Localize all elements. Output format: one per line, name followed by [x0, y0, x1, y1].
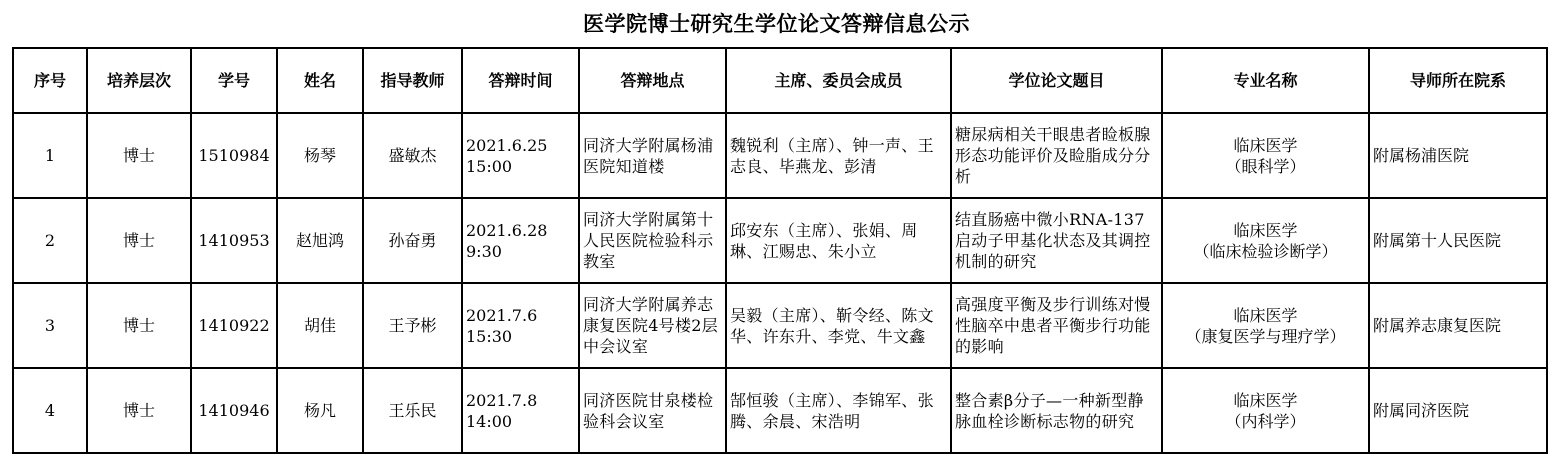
major-sub: （内科学） [1225, 411, 1306, 431]
time-clock: 14:00 [466, 411, 513, 431]
cell-department: 附属杨浦医院 [1369, 113, 1547, 198]
cell-student-id: 1410953 [191, 198, 277, 283]
cell-advisor: 盛敏杰 [363, 113, 462, 198]
header-advisor: 指导教师 [363, 48, 462, 113]
cell-no: 4 [13, 368, 87, 453]
cell-major [1162, 283, 1369, 368]
time-date: 2021.7.6 [466, 305, 538, 325]
cell-department: 附属同济医院 [1369, 368, 1547, 453]
cell-no: 3 [13, 283, 87, 368]
major-main: 临床医学 [1233, 135, 1298, 155]
cell-level: 博士 [87, 283, 191, 368]
cell-name: 赵旭鸿 [277, 198, 363, 283]
table-row [13, 113, 1547, 198]
header-thesis: 学位论文题目 [951, 48, 1162, 113]
cell-location: 同济大学附属杨浦医院知道楼 [579, 113, 726, 198]
cell-level: 博士 [87, 368, 191, 453]
header-name: 姓名 [277, 48, 363, 113]
cell-no: 1 [13, 113, 87, 198]
table-row [13, 198, 1547, 283]
header-location: 答辩地点 [579, 48, 726, 113]
cell-advisor: 孙奋勇 [363, 198, 462, 283]
cell-committee: 吴毅（主席）、靳令经、陈文华、许东升、李党、牛文鑫 [726, 283, 951, 368]
header-no: 序号 [13, 48, 87, 113]
cell-student-id: 1410946 [191, 368, 277, 453]
cell-location: 同济大学附属第十人民医院检验科示教室 [579, 198, 726, 283]
cell-major [1162, 368, 1369, 453]
header-major: 专业名称 [1162, 48, 1369, 113]
table-row [13, 368, 1547, 453]
time-date: 2021.7.8 [466, 390, 538, 410]
cell-advisor: 王予彬 [363, 283, 462, 368]
major-main: 临床医学 [1233, 390, 1298, 410]
cell-advisor: 王乐民 [363, 368, 462, 453]
cell-committee: 邱安东（主席）、张娟、周琳、江赐忠、朱小立 [726, 198, 951, 283]
cell-location: 同济医院甘泉楼检验科会议室 [579, 368, 726, 453]
cell-name: 杨凡 [277, 368, 363, 453]
header-department: 导师所在院系 [1369, 48, 1547, 113]
cell-department: 附属养志康复医院 [1369, 283, 1547, 368]
cell-level: 博士 [87, 198, 191, 283]
cell-thesis: 高强度平衡及步行训练对慢性脑卒中患者平衡步行功能的影响 [951, 283, 1162, 368]
cell-time [462, 283, 579, 368]
time-date: 2021.6.28 [466, 220, 548, 240]
cell-level: 博士 [87, 113, 191, 198]
cell-time [462, 113, 579, 198]
cell-time [462, 368, 579, 453]
cell-thesis: 整合素β分子—一种新型静脉血栓诊断标志物的研究 [951, 368, 1162, 453]
table-header-row [13, 48, 1547, 113]
cell-thesis: 糖尿病相关干眼患者睑板腺形态功能评价及睑脂成分分析 [951, 113, 1162, 198]
major-sub: （临床检验诊断学） [1193, 241, 1338, 261]
time-clock: 9:30 [466, 241, 502, 261]
header-committee: 主席、委员会成员 [726, 48, 951, 113]
header-level: 培养层次 [87, 48, 191, 113]
time-clock: 15:30 [466, 326, 513, 346]
major-sub: （眼科学） [1225, 156, 1306, 176]
header-student-id: 学号 [191, 48, 277, 113]
major-sub: （康复医学与理疗学） [1185, 326, 1346, 346]
time-clock: 15:00 [466, 156, 513, 176]
page-title: 医学院博士研究生学位论文答辩信息公示 [583, 11, 970, 36]
time-date: 2021.6.25 [466, 135, 548, 155]
cell-committee: 魏锐利（主席）、钟一声、王志良、毕燕龙、彭清 [726, 113, 951, 198]
cell-student-id: 1410922 [191, 283, 277, 368]
major-main: 临床医学 [1233, 220, 1298, 240]
major-main: 临床医学 [1233, 305, 1298, 325]
cell-student-id: 1510984 [191, 113, 277, 198]
defense-info-table [12, 47, 1548, 454]
cell-major [1162, 198, 1369, 283]
cell-name: 杨琴 [277, 113, 363, 198]
cell-thesis: 结直肠癌中微小RNA-137启动子甲基化状态及其调控机制的研究 [951, 198, 1162, 283]
cell-name: 胡佳 [277, 283, 363, 368]
header-time: 答辩时间 [462, 48, 579, 113]
cell-department: 附属第十人民医院 [1369, 198, 1547, 283]
cell-major [1162, 113, 1369, 198]
cell-location: 同济大学附属养志康复医院4号楼2层中会议室 [579, 283, 726, 368]
cell-committee: 郜恒骏（主席）、李锦军、张腾、余晨、宋浩明 [726, 368, 951, 453]
cell-time [462, 198, 579, 283]
table-row [13, 283, 1547, 368]
cell-no: 2 [13, 198, 87, 283]
